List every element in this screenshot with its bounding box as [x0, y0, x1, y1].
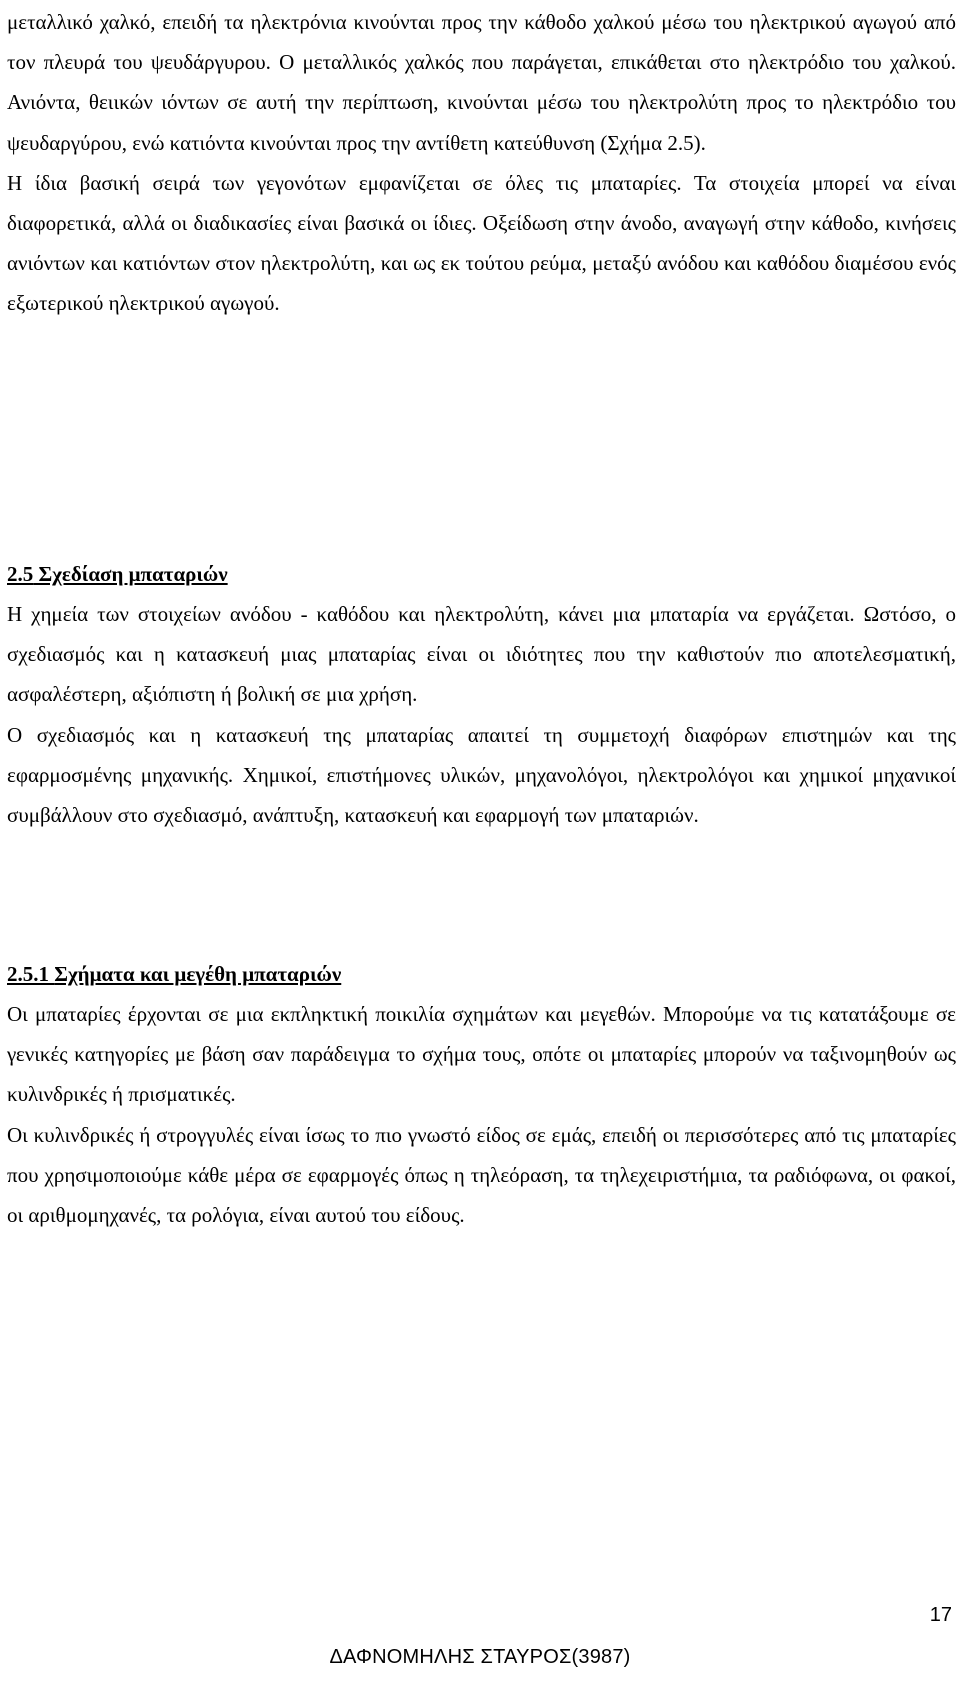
section-heading-2-5 — [7, 554, 956, 594]
section-title: Σχεδίαση μπαταριών — [38, 562, 228, 586]
paragraph: Ο σχεδιασμός και η κατασκευή της μπαταρίας απαιτεί τη συμμετοχή διαφόρων επιστημών και της εφαρμοσμένης μηχανικής. Χημικοί, επιστήμονες υλικών, μηχανολόγοι, ηλεκτρολόγοι και χημικοί μηχανικοί συμβάλλουν στο σχεδιασμό, ανάπτυξη, κατασκευή και εφαρμογή των μπαταριών. — [7, 722, 956, 828]
intro-text — [7, 2, 956, 324]
paragraph: Οι κυλινδρικές ή στρογγυλές είναι ίσως το πιο γνωστό είδος σε εμάς, επειδή οι περισσότερες από τις μπαταρίες που χρησιμοποιούμε κάθε μέρα σε εφαρμογές όπως η τηλεόραση, τα τηλεχειριστήμια, τα ραδιόφωνα, οι φακοί, οι αριθμομηχανές, τα ρολόγια, είναι αυτού του είδους. — [7, 1122, 956, 1228]
paragraph: Η ίδια βασική σειρά των γεγονότων εμφανίζεται σε όλες τις μπαταρίες. Τα στοιχεία μπορεί να είναι διαφορετικά, αλλά οι διαδικασίες είναι βασικά οι ίδιες. Οξείδωση στην άνοδο, αναγωγή στην κάθοδο, κινήσεις ανιόντων και κατιόντων στον ηλεκτρολύτη, και ως εκ τούτου ρεύμα, μεταξύ ανόδου και καθόδου διαμέσου ενός εξωτερικού ηλεκτρικού αγωγού. — [7, 170, 956, 316]
paragraph: μεταλλικό χαλκό, επειδή τα ηλεκτρόνια κινούνται προς την κάθοδο χαλκού μέσω του ηλεκτρικού αγωγού από τον πλευρά του ψευδάργυρου. Ο μεταλλικός χαλκός που παράγεται, επικάθεται στο ηλεκτρόδιο του χαλκού. Ανιόντα, θειικών ιόντων σε αυτή την περίπτωση, κινούνται μέσω του ηλεκτρολύτη προς το ηλεκτρόδιο του ψευδαργύρου, ενώ κατιόντα κινούνται προς την αντίθετη κατεύθυνση (Σχήμα 2.5). — [7, 10, 956, 155]
paragraph: Οι μπαταρίες έρχονται σε μια εκπληκτική ποικιλία σχημάτων και μεγεθών. Μπορούμε να τις κατατάξουμε σε γενικές κατηγορίες με βάση σαν παράδειγμα το σχήμα τους, οπότε οι μπαταρίες μπορούν να ταξινομηθούν ως κυλινδρικές ή πρισματικές. — [7, 1002, 956, 1107]
section-2-5-body — [7, 594, 956, 835]
section-title: Σχήματα και μεγέθη μπαταριών — [54, 962, 342, 986]
section-2-5-1-body — [7, 994, 956, 1235]
section-heading-2-5-1 — [7, 954, 956, 994]
section-number: 2.5.1 — [7, 962, 49, 986]
footer-author: ΔΑΦΝΟΜΗΛΗΣ ΣΤΑΥΡΟΣ(3987) — [329, 1646, 631, 1668]
page-number: 17 — [929, 1604, 952, 1626]
paragraph: Η χημεία των στοιχείων ανόδου - καθόδου και ηλεκτρολύτη, κάνει μια μπαταρία να εργάζεται. Ωστόσο, ο σχεδιασμός και η κατασκευή μιας μπαταρίας είναι οι ιδιότητες που την καθιστούν πιο αποτελεσματική, ασφαλέστερη, αξιόπιστη ή βολική σε μια χρήση. — [7, 602, 956, 707]
section-number: 2.5 — [7, 562, 34, 586]
